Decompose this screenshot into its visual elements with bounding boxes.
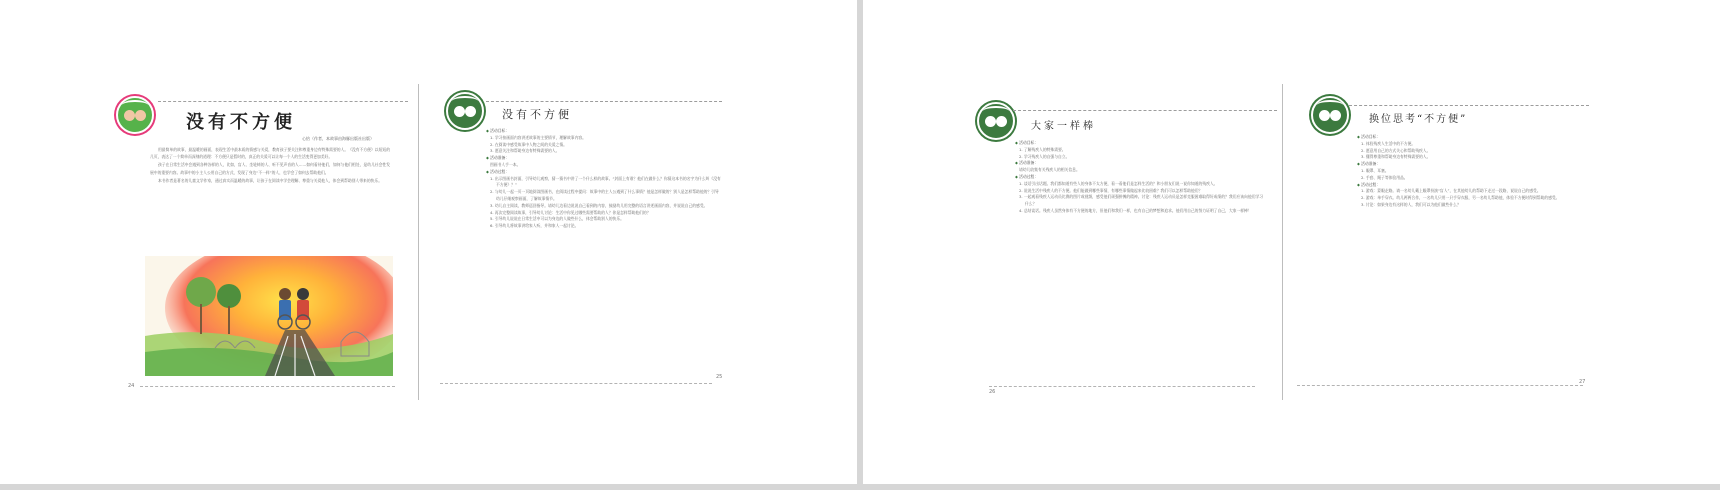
outline-heading: ◆ 活动过程： [1015,174,1265,181]
activity-outline [1015,140,1265,215]
story-paragraph: 用最简单的故事，最温暖的画面，表现生活中最本质的情感与关爱，教育孩子要关注和尊重身边有特殊需要的人。《没有不方便》以短短的几页，表达了一个简单而深刻的道理：不方便只是暂时的，真正的关爱可以让每一个人的生活变得更加美好。 [150,147,390,160]
outline-item: 1. 谈话引出话题。我们都知道有些人的身体不太方便，看一看他们是怎样生活的？和小朋友们说一说你知道的残疾人。 [1019,180,1218,186]
outline-heading: ◆ 活动过程： [1357,182,1589,189]
outline-item: 4. 总结谈话。残疾人虽然身体有不方便的地方，但他们和我们一样，也有自己的梦想和追求。他们用自己的努力证明了自己，大家一样棒！ [1019,207,1252,213]
footer-dashed-rule [989,386,1255,387]
outline-heading: ◆ 活动准备： [486,155,722,162]
book-spine [418,84,419,400]
outline-heading: ◆ 活动过程： [486,169,722,176]
outline-item: 2. 愿意用自己的方式关心和帮助残疾人。 [1361,147,1431,153]
page-title: 换位思考“不方便” [1369,114,1468,125]
outline-item: 3. 幼儿自主阅读，教师巡回指导。请幼儿边看边说说自己看到的内容，鼓励幼儿用完整的语言讲述画面内容，并说说自己的感受。 [490,202,708,208]
outline-item: 6. 引导幼儿将故事讲给家人听，并和家人一起讨论。 [490,223,579,229]
title-dashed-rule [158,101,408,102]
page-number: 24 [128,383,135,389]
story-paragraph: 孩子在日常生活中会遇到各种各样的人，比如，盲人、坐轮椅的人、听不见声音的人……如何看待他们，如何与他们相处，是幼儿社会性发展中的重要内容。故事中的小主人公用自己的方式，发现了身边“不一样”的人，也学会了如何去帮助他们。 [150,162,390,175]
outline-item: 2. 游戏：单手穿衣。幼儿两两合作，一名幼儿只用一只手穿衣服，另一名幼儿帮助他，体验不方便时得到帮助的感受。 [1361,195,1560,201]
outline-item: 2. 在阅读中感受故事中人物之间的关爱之情。 [490,141,567,147]
smiling-children-badge-icon [977,102,1015,140]
title-dashed-rule [1349,105,1589,106]
slide-right [863,0,1720,484]
outline-item: 3. 一起观看残疾人运动员比赛的图片或视频，感受他们顽强拼搏的精神。讨论：残疾人运动员是怎样克服困难取得好成绩的？我们应该向他们学习什么？ [1019,194,1264,207]
page-title: 没有不方便 [502,108,572,121]
outline-item: 1. 体验残疾人生活中的不方便。 [1361,140,1416,146]
outline-item: 1. 了解残疾人的特殊需要。 [1019,146,1066,152]
slide-left [0,0,857,484]
outline-item: 1. 学习按画面内容讲述故事的主要情节，理解故事内容。 [490,134,586,140]
outline-heading: ◆ 活动目标： [486,128,722,135]
footer-dashed-rule [440,383,712,384]
outline-item: 2. 手套、绳子等体验用品。 [1361,174,1408,180]
smiling-children-badge-icon [116,96,154,134]
outline-item: 3. 愿意关注和帮助身边有特殊需要的人。 [490,148,560,154]
page-title: 没有不方便 [186,112,296,133]
page-number: 25 [716,374,723,380]
smiling-children-badge-icon [446,92,484,130]
activity-outline [486,128,722,230]
outline-item: 1. 眼罩、耳塞。 [1361,167,1389,173]
story-paragraph: 本书作者是著名的儿童文学作家，通过真实而温暖的故事，让孩子在阅读中学会理解、尊重与关爱他人，体会到帮助别人带来的快乐。 [158,177,383,183]
outline-item: 请幼儿收集有关残疾人的相关信息。 [1019,167,1080,173]
outline-heading: ◆ 活动准备： [1015,160,1265,167]
page-number: 26 [989,389,996,395]
outline-item: 2. 与幼儿一起一页一页地阅读图画书，在阅读过程中提问：故事中的主人公遇到了什么事情？他是怎样做的？别人是怎样帮助他的？引导幼儿仔细观察画面，了解故事情节。 [490,189,719,201]
outline-item: 2. 说说生活中残疾人的不方便。他们能做到哪些事情，有哪些事情做起来比较困难？我们可以怎样帮助他们？ [1019,187,1203,193]
page-number: 27 [1579,379,1586,385]
outline-item: 图画书人手一本。 [490,161,521,167]
title-dashed-rule [1013,110,1277,111]
story-body [150,146,390,185]
story-byline: 心怡（作者，本故事由海豚出版社出版） [302,136,374,141]
outline-item: 2. 学习残疾人的自强与自立。 [1019,153,1070,159]
footer-dashed-rule [140,386,395,387]
title-dashed-rule [486,101,722,102]
activity-outline [1357,134,1589,209]
outline-item: 5. 引导幼儿说说在日常生活中可以为身边的人做些什么，体会帮助别人的快乐。 [490,216,624,222]
smiling-children-badge-icon [1311,96,1349,134]
story-illustration [145,256,393,376]
outline-item: 4. 再次完整阅读故事，引导幼儿讨论：生活中你见过哪些需要帮助的人？你是怎样帮助他们的？ [490,209,651,215]
outline-item: 1. 游戏：蒙眼走路。请一名幼儿戴上眼罩扮演“盲人”，在其他幼儿的帮助下走过一段路，说说自己的感受。 [1361,188,1541,194]
page-title: 大家一样棒 [1031,121,1096,132]
footer-dashed-rule [1297,385,1583,386]
outline-item: 1. 出示图画书封面，引导幼儿观察，猜一猜书中讲了一个什么样的故事。“封面上有谁？他们在做什么？你猜这本书的名字为什么叫《没有不方便》？” [490,175,721,188]
book-spine [1282,84,1283,400]
outline-item: 3. 懂得尊重和帮助身边有特殊需要的人。 [1361,154,1431,160]
outline-heading: ◆ 活动准备： [1357,161,1589,168]
outline-item: 3. 讨论：如果身边有这样的人，我们可以为他们做些什么？ [1361,201,1461,207]
outline-heading: ◆ 活动目标： [1357,134,1589,141]
outline-heading: ◆ 活动目标： [1015,140,1265,147]
